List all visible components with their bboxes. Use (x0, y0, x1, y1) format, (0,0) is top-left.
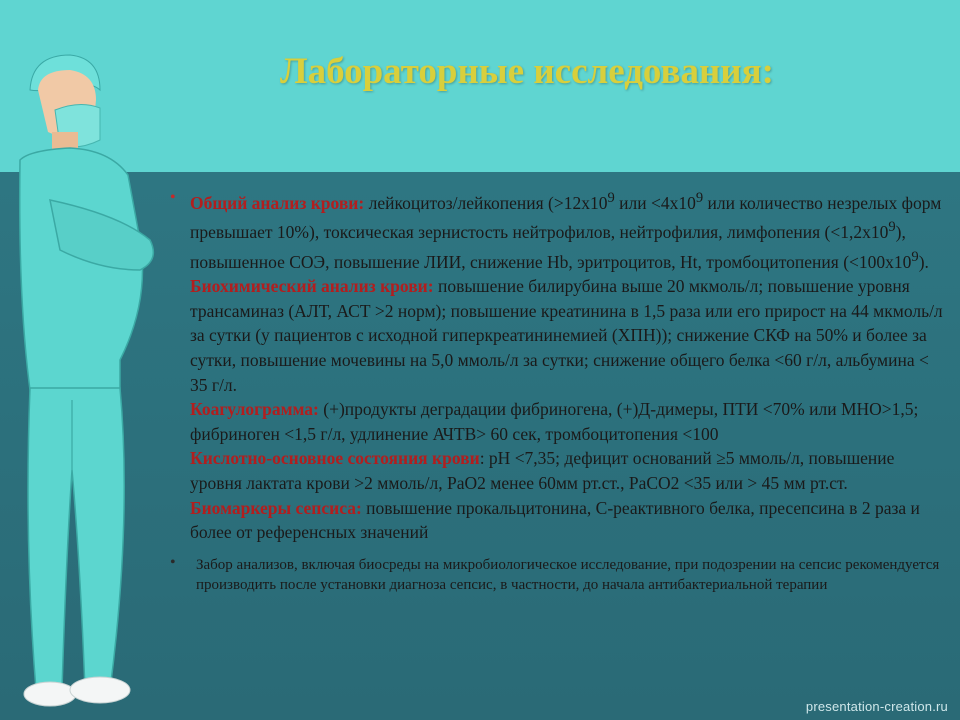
term-biochem: Биохимический анализ крови: (190, 276, 434, 297)
bullet-lab-results (170, 186, 950, 545)
text-biomarkers: повышение прокальцитонина, С-реактивного белка, пресепсина в 2 раза и более от референсных значений (190, 497, 920, 543)
text-cbc-5: ). (918, 251, 929, 272)
bullet-marker: • (170, 553, 176, 571)
superscript: 9 (695, 190, 704, 206)
text-acid-base: : pH <7,35; дефицит оснований ≥5 ммоль/л, повышение уровня лактата крови >2 ммоль/л, PaO2 менее 60мм рт.ст., PaCO2 <35 или > 45 мм рт.ст. (190, 448, 895, 494)
term-coagulogram: Коагулограмма: (190, 399, 319, 420)
paragraph-lab-results (190, 190, 943, 543)
term-biomarkers: Биомаркеры сепсиса: (190, 497, 362, 518)
superscript: 9 (911, 248, 919, 265)
superscript: 9 (888, 219, 896, 236)
text-cbc-4: ), повышенное СОЭ, повышение ЛИИ, снижение Hb, эритроцитов, Ht, тромбоцитопения (<100х10 (190, 222, 912, 272)
text-cbc-2: или <4х10 (614, 192, 696, 213)
slide-content (170, 186, 950, 595)
superscript: 9 (607, 190, 615, 206)
term-acid-base: Кислотно-основное состояния крови (190, 448, 480, 469)
text-biochem: повышение билирубина выше 20 мкмоль/л; повышение уровня трансаминаз (АЛТ, АСТ >2 норм); повышение креатинина в 1,5 раза или его прирост на 44 мкмоль/л за сутки (у пациентов с исходной гиперкреатининемией (ХПН)); снижение СКФ на 50% и более за сутки, повышение мочевины на 5,0 ммоль/л за сутки; снижение общего белка <60 г/л, альбумина < 35 г/л. (190, 276, 943, 395)
bullet-sampling (170, 555, 950, 595)
watermark: presentation-creation.ru (805, 699, 948, 714)
text-cbc-3: или количество незрелых форм превышает 10%), токсическая зернистость нейтрофилов, нейтрофилия, лимфопения (<1,2х10 (190, 192, 942, 243)
term-cbc: Общий анализ крови: (190, 192, 365, 213)
bullet-marker: • (170, 189, 176, 206)
paragraph-sampling: Забор анализов, включая биосреды на микробиологическое исследование, при подозрении на сепсис рекомендуется производить после установки диагноза сепсис, в частности, до начала антибактериальной терапии (196, 556, 940, 593)
slide-title: Лабораторные исследования: (280, 51, 774, 92)
text-cbc-1: лейкоцитоз/лейкопения (>12х10 (364, 192, 608, 213)
text-coagulogram: (+)продукты деградации фибриногена, (+)Д-димеры, ПТИ <70% или МНО>1,5; фибриноген <1,5 г/л, удлинение АЧТВ> 60 сек, тромбоцитопения <100 (190, 399, 919, 444)
